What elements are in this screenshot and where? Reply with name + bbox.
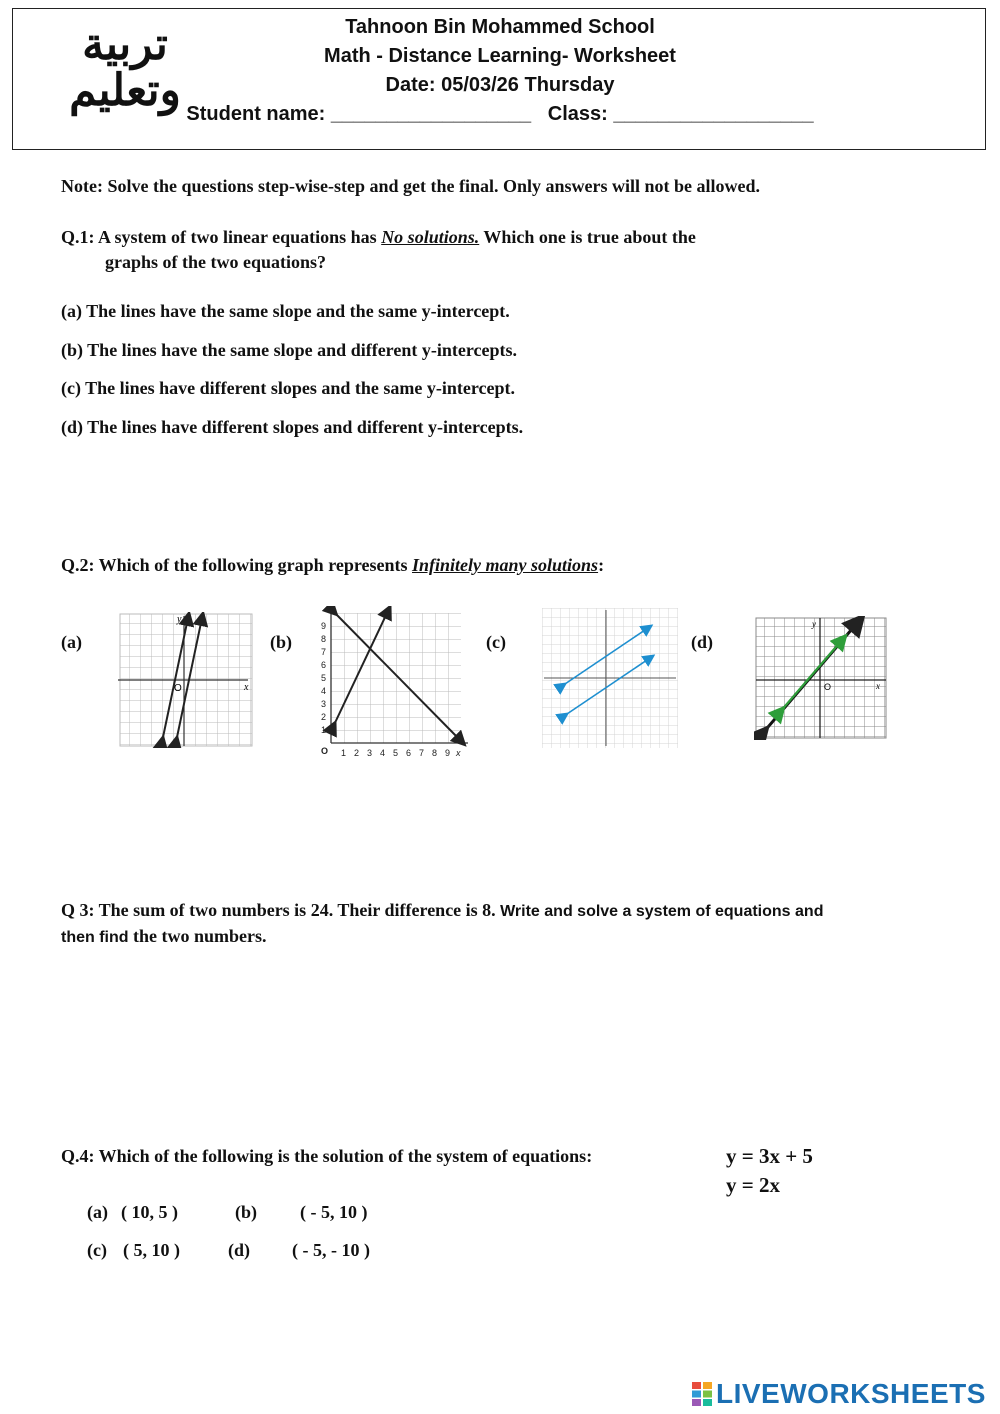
graph-d-y-label: y [812,619,816,629]
graph-d-origin: O [824,682,832,692]
note: Note: Solve the questions step-wise-step and get the final. Only answers will not be allowed. [61,176,761,196]
q3-part-1: Q 3: The sum of two numbers is 24. Their difference is 8. [61,900,496,920]
graph-b-y-tick-9: 9 [321,621,327,631]
q3-text-line2 [61,926,267,947]
q2-label-d[interactable]: (d) [691,632,713,652]
liveworksheets-brand: LIVEWORKSHEETS [716,1378,986,1409]
q2-suffix: : [598,555,605,575]
graph-b-x-tick-2: 2 [354,748,360,758]
graph-b-x-tick-6: 6 [406,748,412,758]
q2-prefix: Q.2: Which of the following graph represents [61,555,413,575]
q4-equation-2: y = 2x [726,1173,780,1197]
graph-a-y-label: y [177,614,182,625]
q1-option-a[interactable]: (a) The lines have the same slope and the same y-intercept. [61,301,510,321]
graph-c[interactable] [542,608,678,748]
q1-option-d[interactable]: (d) The lines have different slopes and different y-intercepts. [61,417,524,437]
q2-label-c[interactable]: (c) [486,632,506,652]
q2-text [61,555,604,576]
q1-emphasis: No solutions. [381,227,480,247]
graph-a[interactable] [118,612,254,748]
graph-b-y-tick-6: 6 [321,660,327,670]
worksheet-title: Math - Distance Learning- Worksheet [324,45,676,67]
student-name-field[interactable]: Student name: __________________ [186,103,532,125]
logo-line-1: تربية [82,20,168,69]
graph-b-origin: O [321,746,329,756]
graph-b-y-tick-3: 3 [321,699,327,709]
graph-b-y-tick-2: 2 [321,712,327,722]
graph-b-x-tick-8: 8 [432,748,438,758]
school-name: Tahnoon Bin Mohammed School [345,16,655,38]
graph-b-x-tick-1: 1 [341,748,347,758]
graph-b[interactable] [318,606,478,762]
graph-b-x-label: x [456,748,461,758]
graph-b-y-tick-4: 4 [321,686,327,696]
q1-suffix: Which one is true about the [479,227,696,247]
graph-a-x-label: x [244,682,249,693]
q3-part-4: the two numbers. [128,926,267,946]
q2-emphasis: Infinitely many solutions [412,555,599,575]
q4-option-c-value[interactable]: ( 5, 10 ) [123,1240,180,1260]
graph-b-x-tick-5: 5 [393,748,399,758]
graph-b-x-tick-3: 3 [367,748,373,758]
q4-option-b-label[interactable]: (b) [235,1202,257,1222]
q3-text-line1 [61,900,823,921]
graph-a-origin: O [174,683,182,694]
q1-text [61,227,696,248]
q4-option-b-value[interactable]: ( - 5, 10 ) [300,1202,368,1222]
q2-label-a[interactable]: (a) [61,632,82,652]
q4-option-a-value[interactable]: ( 10, 5 ) [121,1202,178,1222]
student-class-line [0,103,1000,126]
q3-part-3: then find [61,929,129,946]
graph-b-y-tick-8: 8 [321,634,327,644]
graph-d[interactable] [754,616,890,740]
q4-text: Q.4: Which of the following is the solution of the system of equations: [61,1146,593,1166]
q4-option-c-label[interactable]: (c) [87,1240,107,1260]
q3-part-2: Write and solve a system of equations and [495,903,824,920]
q4-option-a-label[interactable]: (a) [87,1202,108,1222]
q1-text-line2: graphs of the two equations? [105,252,327,272]
class-field[interactable]: Class: __________________ [547,103,814,125]
graph-b-y-tick-7: 7 [321,647,327,657]
graph-b-x-tick-9: 9 [445,748,451,758]
q4-equation-1: y = 3x + 5 [726,1144,813,1168]
graph-b-y-tick-5: 5 [321,673,327,683]
worksheet-date: Date: 05/03/26 Thursday [385,74,615,96]
q2-label-b[interactable]: (b) [270,632,292,652]
graph-b-x-tick-7: 7 [419,748,425,758]
q1-prefix: Q.1: A system of two linear equations has [61,227,382,247]
q1-option-c[interactable]: (c) The lines have different slopes and the same y-intercept. [61,378,515,398]
liveworksheets-icon [692,1382,712,1406]
logo-line-2: وتعليم [69,66,181,115]
q1-option-b[interactable]: (b) The lines have the same slope and different y-intercepts. [61,340,517,360]
q4-option-d-value[interactable]: ( - 5, - 10 ) [292,1240,370,1260]
graph-b-y-tick-1: 1 [321,725,327,735]
q4-option-d-label[interactable]: (d) [228,1240,250,1260]
graph-b-x-tick-4: 4 [380,748,386,758]
graph-d-x-label: x [876,681,880,691]
liveworksheets-logo [692,1378,986,1410]
